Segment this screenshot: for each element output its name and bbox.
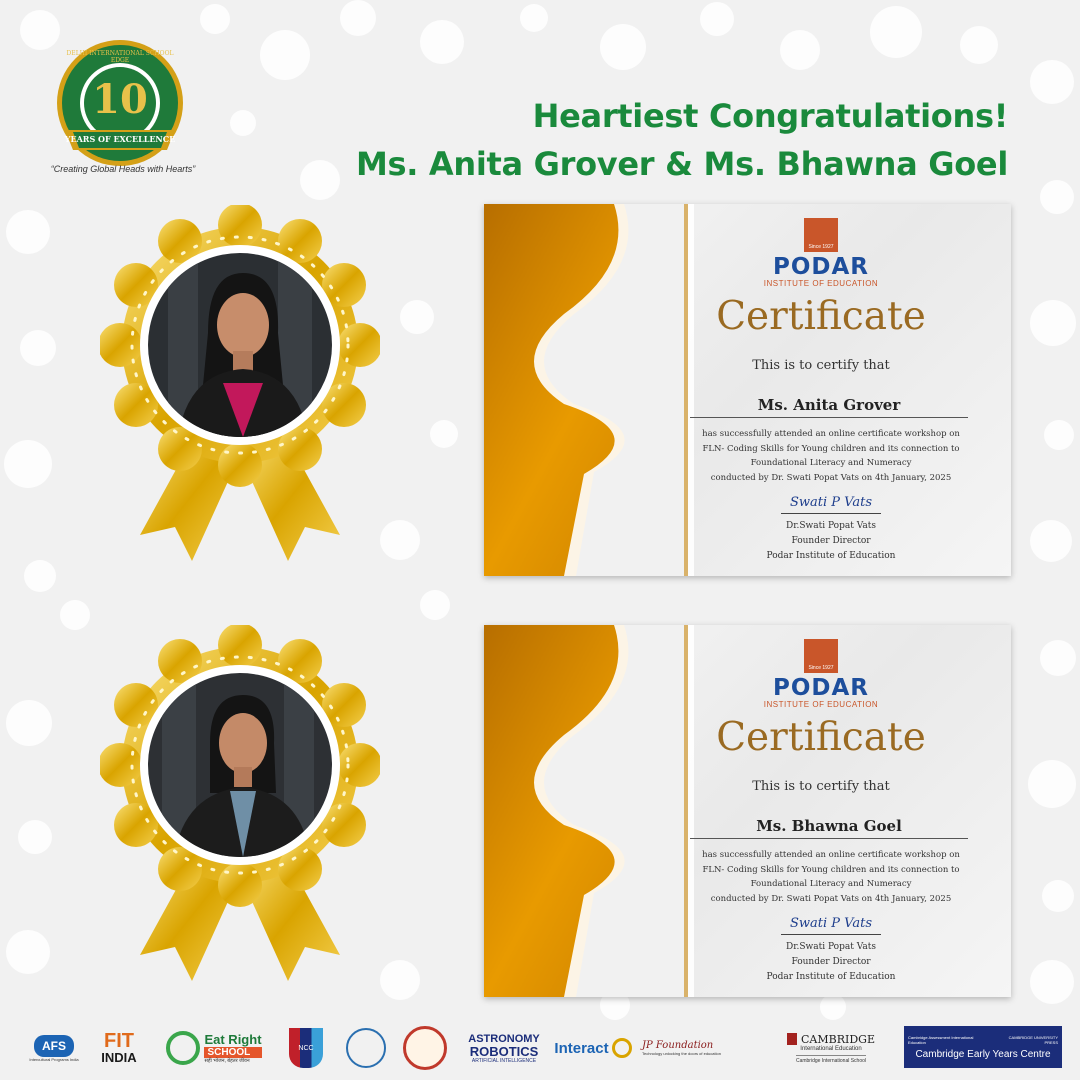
certificate-title: Certificate	[716, 715, 926, 760]
afs-sub: Intercultural Programs India	[29, 1056, 79, 1062]
desc-line: conducted by Dr. Swati Popat Vats on 4th January, 2025	[710, 893, 952, 904]
signer-name: Dr.Swati Popat Vats	[786, 521, 876, 531]
rotary-wheel-icon	[612, 1038, 632, 1058]
podar-subtitle: INSTITUTE OF EDUCATION	[763, 700, 879, 709]
recipient-name: Ms. Anita Grover	[690, 396, 968, 418]
headline-line1: Heartiest Congratulations!	[532, 97, 1008, 135]
desc-line: has successfully attended an online certificate workshop on	[702, 429, 960, 439]
certificate-description	[684, 427, 978, 485]
podar-since: Since 1927	[808, 244, 834, 250]
medal-anita	[100, 205, 380, 585]
interact-text: Interact	[554, 1039, 609, 1057]
school-logo	[55, 38, 185, 168]
fit-text: FIT	[104, 1030, 134, 1052]
signer-org: Podar Institute of Education	[766, 972, 896, 982]
afs-logo-text: AFS	[34, 1035, 74, 1057]
certificate-anita	[484, 204, 1011, 576]
cbse-seal-icon	[344, 1026, 388, 1070]
interact-logo	[550, 1026, 636, 1070]
ncc-logo-text: NCC	[289, 1028, 323, 1068]
signature-line	[781, 513, 881, 514]
certificate-gold-band	[484, 204, 699, 576]
certify-text: This is to certify that	[752, 358, 890, 373]
photo-anita-grover	[148, 253, 332, 437]
partner-logos-footer	[0, 1018, 1080, 1080]
podar-name: PODAR	[772, 254, 869, 280]
desc-line: Foundational Literacy and Numeracy	[750, 879, 912, 889]
recipient-name: Ms. Bhawna Goel	[690, 817, 968, 839]
eat-right-icon	[166, 1031, 200, 1065]
certificate-bhawna	[484, 625, 1011, 997]
desc-line: FLN- Coding Skills for Young children and its connection to	[702, 864, 960, 875]
jp-sub: Technology unlocking the doors of education	[642, 1051, 721, 1056]
cambridge-sub2: Cambridge International School	[796, 1055, 866, 1064]
eat-right-hindi: सही भोजन, बेहतर जीवन	[204, 1058, 250, 1064]
school-tagline: “Creating Global Heads with Hearts”	[50, 164, 196, 174]
robotics-text: ROBOTICS	[469, 1043, 539, 1059]
medal-bhawna	[100, 625, 380, 1005]
cambridge-sub: International Education	[800, 1045, 862, 1052]
fit-india-logo	[92, 1026, 146, 1070]
signer-block	[684, 519, 978, 564]
signature-line	[781, 934, 881, 935]
jp-text: JP Foundation	[642, 1040, 714, 1051]
cambridge-text: CAMBRIDGE	[801, 1032, 875, 1046]
certificate-gold-band	[484, 625, 699, 997]
desc-line: conducted by Dr. Swati Popat Vats on 4th January, 2025	[710, 472, 952, 483]
certify-text: This is to certify that	[752, 779, 890, 794]
headline-line2: Ms. Anita Grover & Ms. Bhawna Goel	[355, 145, 1008, 183]
desc-line: FLN- Coding Skills for Young children and its connection to	[702, 443, 960, 454]
certificate-title: Certificate	[716, 294, 926, 339]
signature: Swati P Vats	[789, 495, 873, 510]
cambridge-early-years-logo	[904, 1026, 1062, 1068]
desc-line: has successfully attended an online certificate workshop on	[702, 850, 960, 860]
signer-name: Dr.Swati Popat Vats	[786, 942, 876, 952]
photo-bhawna-goel	[148, 673, 332, 857]
signer-org: Podar Institute of Education	[766, 551, 896, 561]
podar-since: Since 1927	[808, 665, 834, 671]
ncc-logo	[284, 1026, 328, 1070]
signer-block	[684, 940, 978, 985]
cambridge-shield-icon	[787, 1033, 797, 1045]
cey-text-right: CAMBRIDGE UNIVERSITY PRESS	[1008, 1034, 1058, 1045]
signer-title: Founder Director	[791, 536, 871, 546]
desc-line: Foundational Literacy and Numeracy	[750, 458, 912, 468]
signer-title: Founder Director	[791, 957, 871, 967]
podar-name: PODAR	[772, 675, 869, 701]
astronomy-text: ASTRONOMY	[468, 1032, 540, 1045]
eat-right-school-logo	[160, 1026, 268, 1070]
eat-right-text: Eat Right	[204, 1032, 262, 1047]
astronomy-robotics-logo	[464, 1026, 544, 1070]
podar-subtitle: INSTITUTE OF EDUCATION	[763, 279, 879, 288]
ai-text: ARTIFICIAL INTELLIGENCE	[471, 1057, 537, 1064]
afs-logo	[26, 1026, 82, 1070]
fit-india-text: INDIA	[101, 1050, 137, 1065]
headline	[356, 92, 1008, 188]
scouts-guides-seal-icon	[400, 1026, 450, 1070]
certificate-description	[684, 848, 978, 906]
logo-number: 10	[92, 76, 148, 123]
eat-right-school-text: SCHOOL	[204, 1047, 261, 1058]
jp-foundation-logo	[642, 1026, 762, 1070]
cambridge-international-logo	[778, 1026, 884, 1070]
logo-bottom-text: YEARS OF EXCELLENCE	[64, 134, 176, 144]
logo-top-text: DELHI INTERNATIONAL SCHOOL EDGE	[66, 50, 174, 64]
cey-text2: Cambridge Early Years Centre	[915, 1048, 1051, 1060]
cey-text1: Cambridge Assessment International Education	[908, 1034, 974, 1045]
signature: Swati P Vats	[789, 916, 873, 931]
